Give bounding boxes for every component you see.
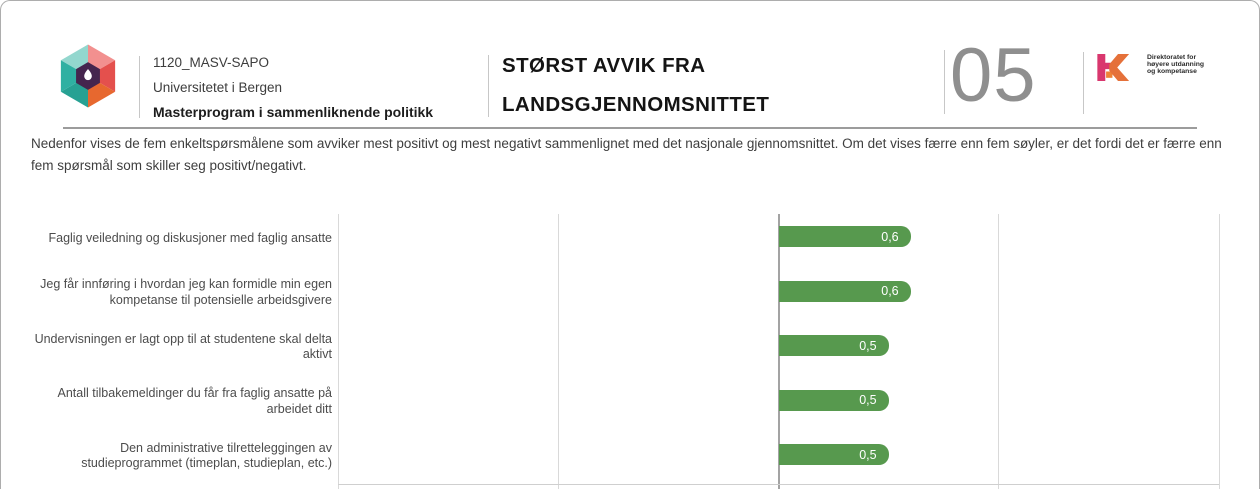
hkdir-text-line: Direktoratet for <box>1147 54 1197 61</box>
intro-text: Nedenfor vises de fem enkeltspørsmålene som avviker mest positivt og mest negativt sammenlignet med det nasjonale gjennomsnittet. Om det vises færre enn fem søyler, er det fordi det er færre enn fem spørsmål som skiller seg positivt/negativt. <box>31 136 1222 173</box>
header-separator <box>1083 52 1084 114</box>
bar <box>779 281 911 302</box>
hkdir-text-line: og kompetanse <box>1147 68 1197 75</box>
hkdir-text-line: høyere utdanning <box>1147 61 1205 68</box>
bar-value-label: 0,6 <box>881 229 899 244</box>
bar <box>779 444 889 465</box>
gridline <box>558 214 559 489</box>
gridline <box>338 214 339 489</box>
bar-value-label: 0,5 <box>859 447 877 462</box>
label-row <box>31 320 332 375</box>
institution-name: Universitetet i Bergen <box>153 79 283 95</box>
x-axis-line <box>338 484 1219 485</box>
category-label: Jeg får innføring i hvordan jeg kan formidle min egen kompetanse til potensielle arbeidsgivere <box>40 277 332 307</box>
header-separator <box>944 50 945 114</box>
bar-value-label: 0,5 <box>859 338 877 353</box>
gridline <box>998 214 999 489</box>
program-info <box>153 51 433 125</box>
plot-area <box>338 211 1219 489</box>
header-separator <box>139 56 140 118</box>
category-label: Faglig veiledning og diskusjoner med faglig ansatte <box>48 230 332 245</box>
label-row <box>31 211 332 266</box>
hkdir-logo <box>1097 54 1139 81</box>
bar-value-label: 0,5 <box>859 393 877 407</box>
program-code: 1120_MASV-SAPO <box>153 55 270 70</box>
gridline <box>1219 214 1220 489</box>
bar <box>779 226 911 247</box>
label-row <box>31 266 332 321</box>
page-title-line1: STØRST AVVIK FRA <box>502 54 706 77</box>
program-name: Masterprogram i sammenliknende politikk <box>153 104 434 120</box>
header-separator <box>488 55 489 117</box>
label-row <box>31 375 332 430</box>
label-row <box>31 429 332 484</box>
header-divider <box>63 127 1197 129</box>
bar <box>779 335 889 356</box>
category-label: Antall tilbakemeldinger du får fra faglig ansatte på arbeidet ditt <box>57 386 332 416</box>
category-label: Undervisningen er lagt opp til at studentene skal delta aktivt <box>34 331 332 362</box>
bar <box>779 390 889 411</box>
category-label: Den administrative tilretteleggingen av studieprogrammet (timeplan, studieplan, etc.) <box>81 440 332 471</box>
hkdir-logo-text <box>1147 54 1204 75</box>
category-labels <box>31 211 332 489</box>
studiebarometeret-logo <box>58 44 118 108</box>
page-title <box>502 46 769 124</box>
page-number: 05 <box>950 33 1037 118</box>
page-title-line2: LANDSGJENNOMSNITTET <box>502 93 770 116</box>
bar-value-label: 0,6 <box>881 284 899 298</box>
